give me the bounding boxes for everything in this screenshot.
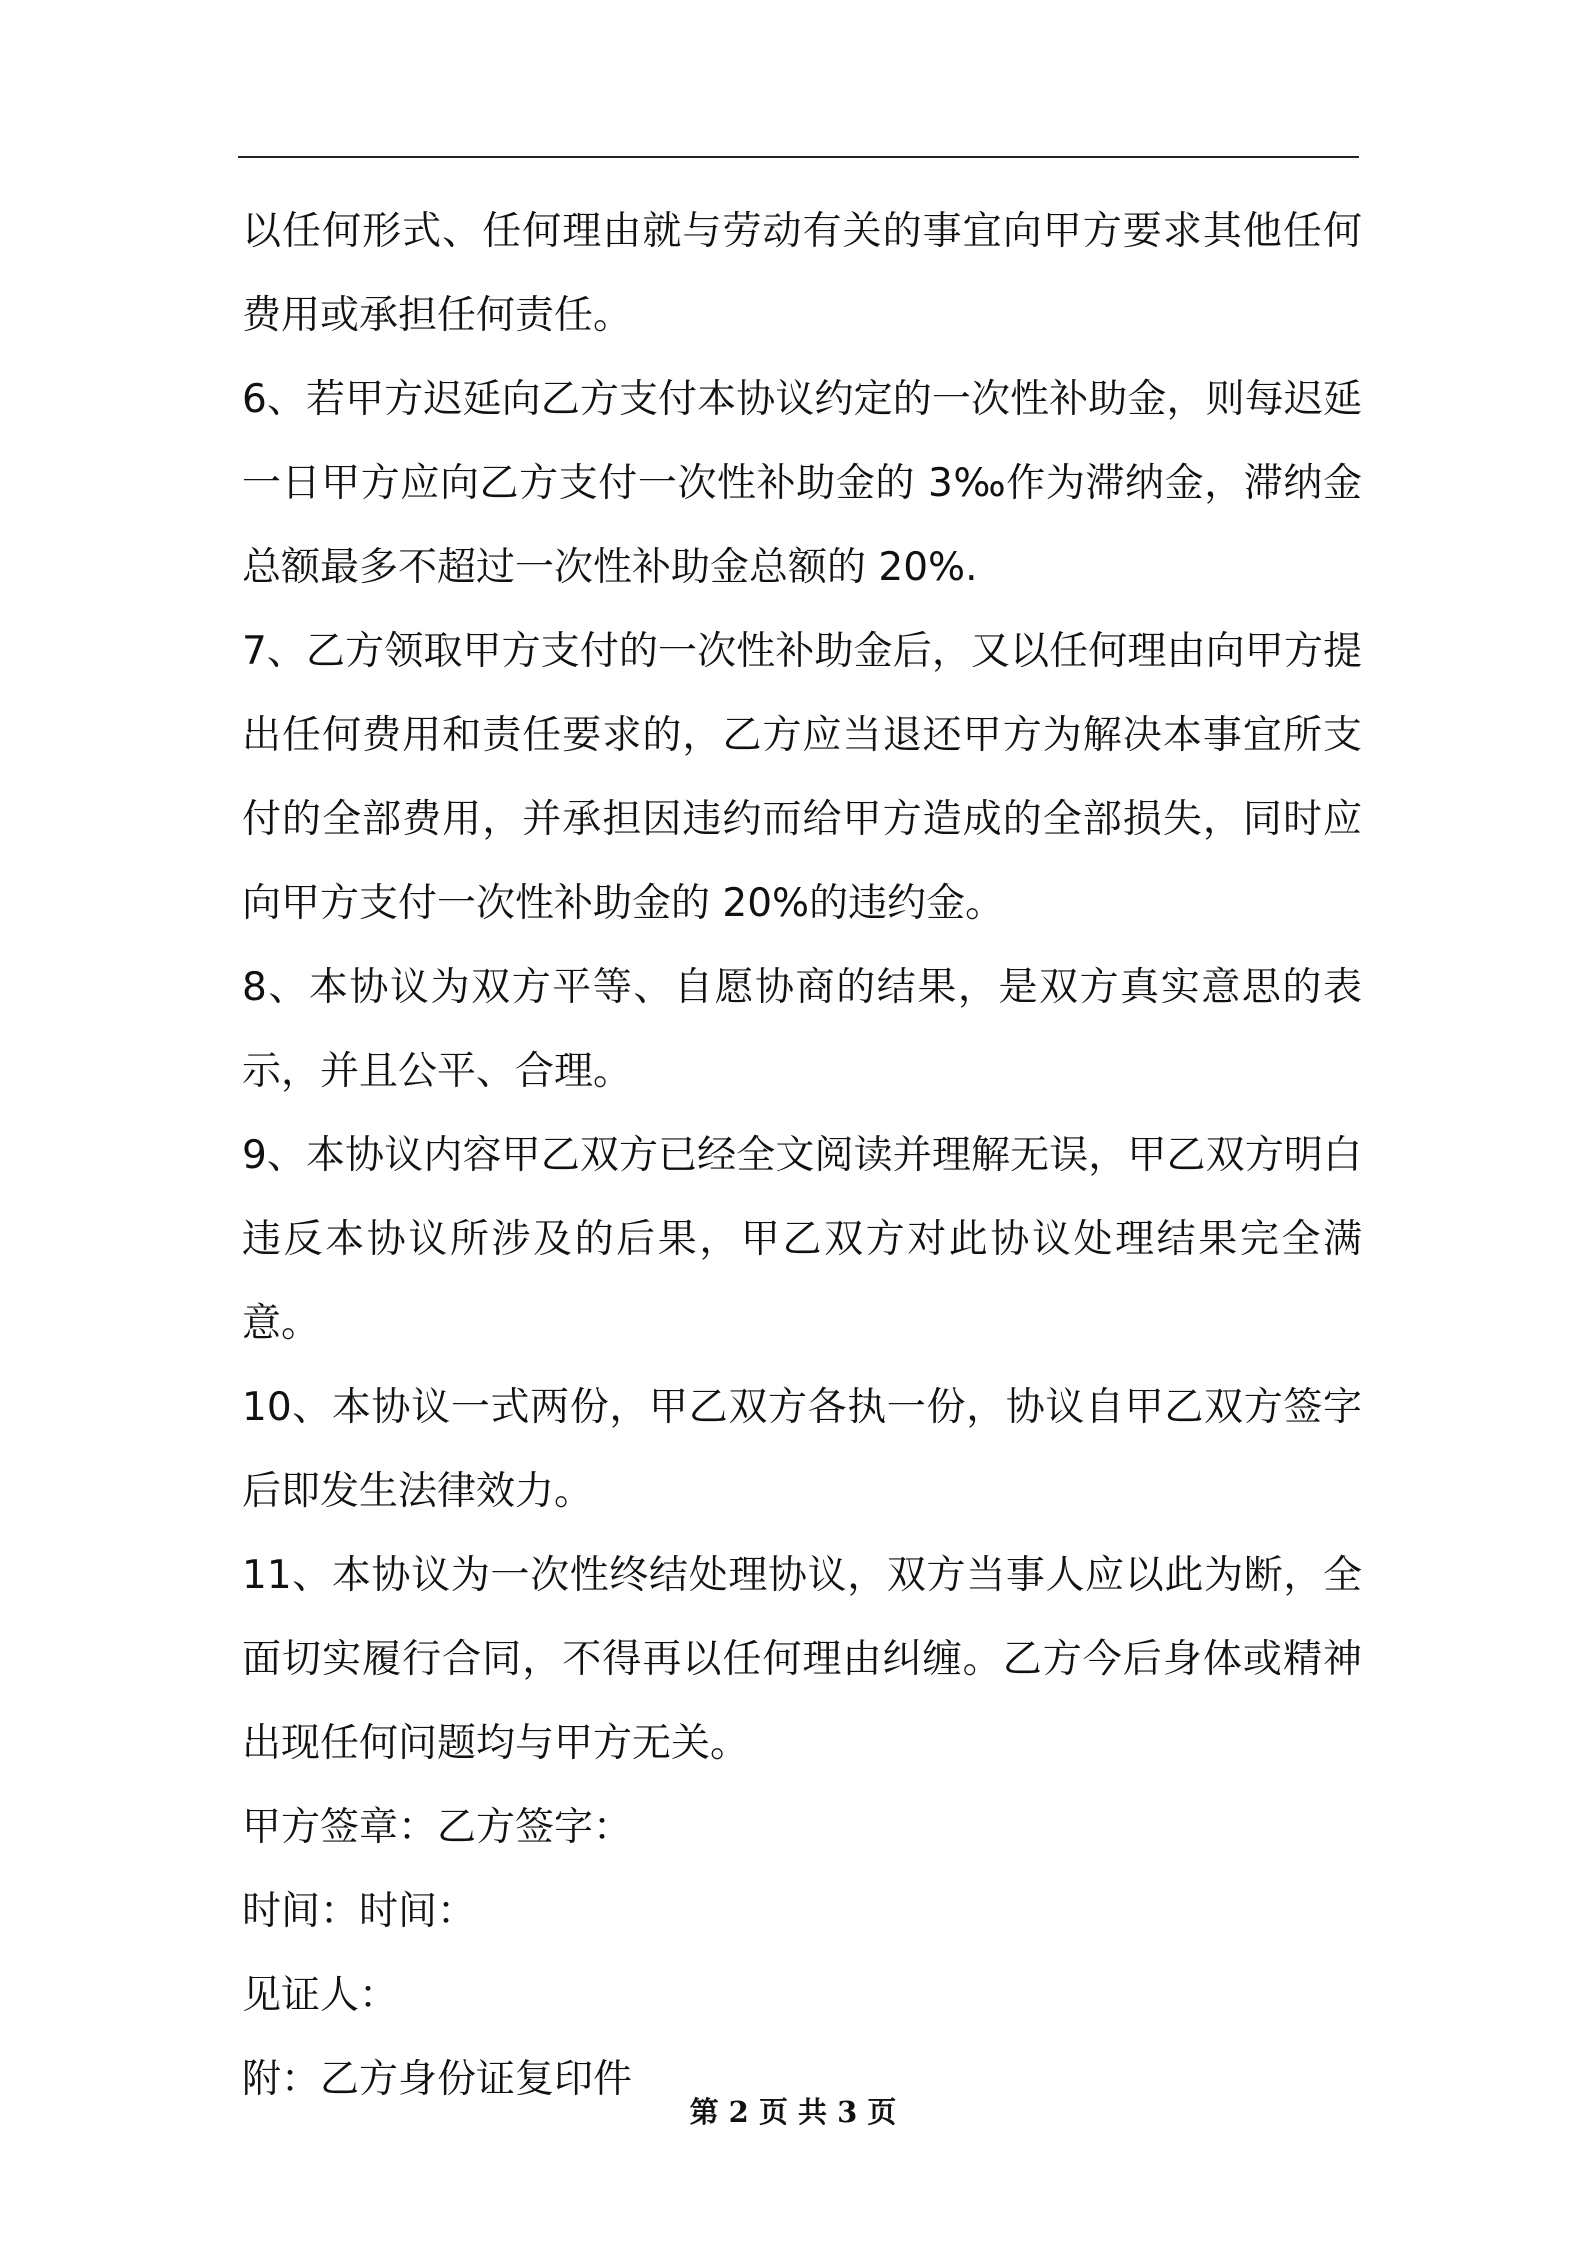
signature-line: 甲方签章：乙方签字： [242, 1805, 633, 1850]
paragraph-continuation: 以任何形式、任何理由就与劳动有关的事宜向甲方要求其他任何费用或承担任何责任。 [242, 209, 1362, 338]
clause-10: 10、本协议一式两份，甲乙双方各执一份，协议自甲乙双方签字后即发生法律效力。 [242, 1385, 1362, 1514]
clause-11: 11、本协议为一次性终结处理协议，双方当事人应以此为断，全面切实履行合同，不得再以任何理由纠缠。乙方今后身体或精神出现任何问题均与甲方无关。 [242, 1553, 1362, 1766]
clause-8: 8、本协议为双方平等、自愿协商的结果，是双方真实意思的表示，并且公平、合理。 [242, 965, 1362, 1094]
clause-9: 9、本协议内容甲乙双方已经全文阅读并理解无误，甲乙双方明白违反本协议所涉及的后果，甲乙双方对此协议处理结果完全满意。 [242, 1133, 1362, 1346]
page-number: 第 2 页 共 3 页 [689, 2095, 897, 2129]
attachment-line: 附：乙方身份证复印件 [242, 2057, 633, 2102]
date-line: 时间：时间： [242, 1889, 477, 1934]
clause-7: 7、乙方领取甲方支付的一次性补助金后，又以任何理由向甲方提出任何费用和责任要求的，乙方应当退还甲方为解决本事宜所支付的全部费用，并承担因违约而给甲方造成的全部损失，同时应向甲方支付一次性补助金的 20%的违约金。 [242, 629, 1362, 926]
header-rule [238, 156, 1359, 158]
witness-line: 见证人： [242, 1973, 399, 2018]
document-body [242, 190, 1362, 2122]
clause-6: 6、若甲方迟延向乙方支付本协议约定的一次性补助金，则每迟延一日甲方应向乙方支付一次性补助金的 3‰作为滞纳金，滞纳金总额最多不超过一次性补助金总额的 20%. [242, 377, 1362, 590]
